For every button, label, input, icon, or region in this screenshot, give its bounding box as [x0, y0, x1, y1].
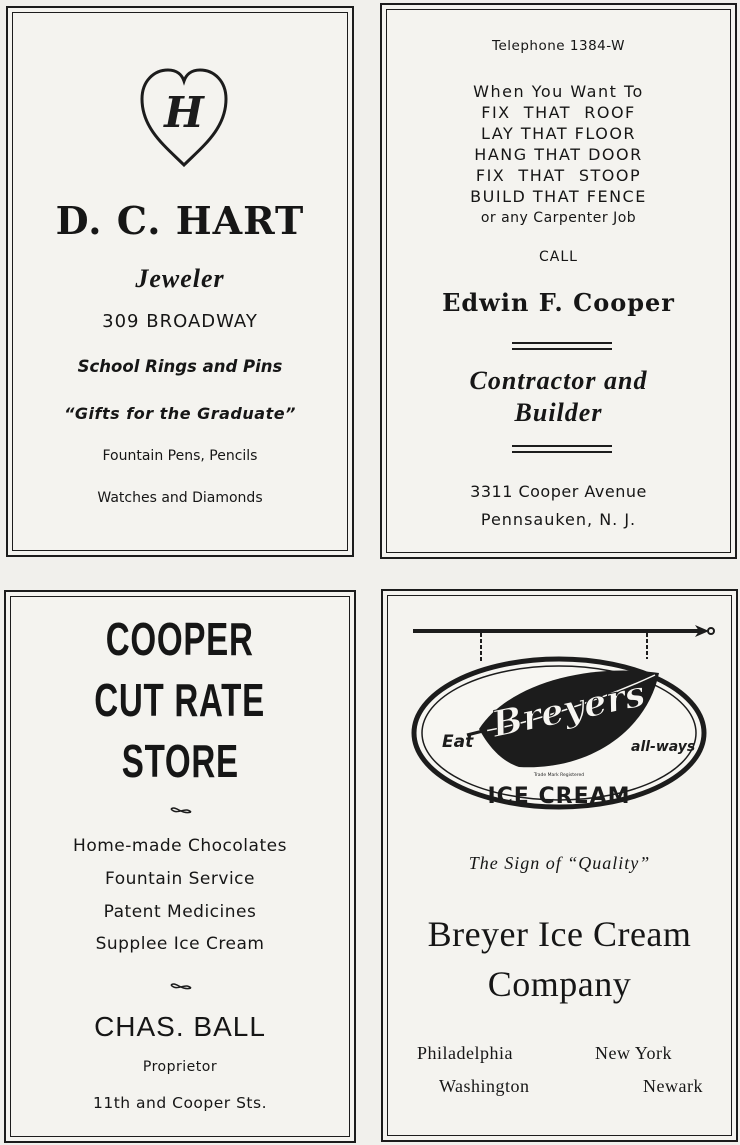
- call-label: CALL: [539, 249, 578, 265]
- company-name: Company: [487, 964, 632, 1004]
- business-address: 309 BROADWAY: [102, 311, 258, 332]
- service-line: FIX THAT STOOP: [475, 166, 642, 185]
- store-item: Home-made Chocolates: [73, 836, 287, 856]
- store-address: 11th and Cooper Sts.: [92, 1094, 268, 1112]
- business-name: D. C. HART: [55, 198, 305, 243]
- service-line: HANG THAT DOOR: [474, 145, 643, 164]
- ad-breyer-ice-cream: [381, 589, 738, 1142]
- double-rule-divider: [512, 445, 612, 453]
- company-name: Breyer Ice Cream: [427, 914, 692, 954]
- double-rule-divider: [512, 342, 612, 350]
- business-role: Contractor and: [469, 366, 648, 395]
- tagline: The Sign of “Quality”: [468, 853, 651, 873]
- telephone-line: Telephone 1384-W: [492, 38, 625, 54]
- business-name: Edwin F. Cooper: [442, 288, 675, 317]
- store-title: CUT RATE: [94, 674, 266, 726]
- ad-cooper-cut-rate-store: [4, 590, 356, 1143]
- breyers-sign-logo: [409, 611, 719, 817]
- service-line: When You Want To: [473, 82, 644, 101]
- service-line: FIX THAT ROOF: [481, 103, 636, 122]
- business-role: Jeweler: [135, 264, 225, 293]
- ornament-icon: [169, 804, 193, 818]
- slogan-line: “Gifts for the Graduate”: [64, 404, 296, 423]
- store-item: Supplee Ice Cream: [95, 934, 265, 954]
- ad-edwin-cooper: [380, 3, 737, 559]
- ornament-icon: [169, 980, 193, 994]
- monogram-letter: H: [164, 88, 204, 137]
- offer-line: Watches and Diamonds: [97, 490, 263, 506]
- service-line: LAY THAT FLOOR: [480, 124, 637, 143]
- ad-dc-hart: [6, 6, 354, 557]
- breyers-brand-text: Breyers: [488, 672, 649, 746]
- business-role: Builder: [514, 398, 603, 427]
- sign-ice-cream-text: ICE CREAM: [487, 784, 631, 809]
- heart-monogram-icon: [136, 65, 232, 169]
- store-item: Patent Medicines: [103, 902, 257, 922]
- service-line: BUILD THAT FENCE: [470, 187, 647, 206]
- city-label: New York: [595, 1043, 673, 1063]
- sign-trademark-text: Trade Mark Registered: [533, 773, 585, 778]
- store-item: Fountain Service: [105, 869, 255, 889]
- sign-eat-text: Eat: [442, 732, 474, 752]
- sign-allways-text: all-ways: [631, 739, 696, 755]
- city-label: Washington: [439, 1076, 530, 1096]
- city-label: Newark: [643, 1076, 703, 1096]
- city-label: Philadelphia: [417, 1043, 513, 1063]
- store-title: STORE: [121, 735, 239, 787]
- business-address: Pennsauken, N. J.: [480, 510, 637, 529]
- offer-line: Fountain Pens, Pencils: [102, 448, 258, 464]
- owner-role: Proprietor: [142, 1059, 218, 1075]
- owner-name: CHAS. BALL: [94, 1011, 266, 1042]
- store-title: COOPER: [106, 613, 254, 665]
- offer-line: School Rings and Pins: [77, 357, 283, 376]
- service-line: or any Carpenter Job: [480, 210, 637, 226]
- business-address: 3311 Cooper Avenue: [470, 482, 647, 501]
